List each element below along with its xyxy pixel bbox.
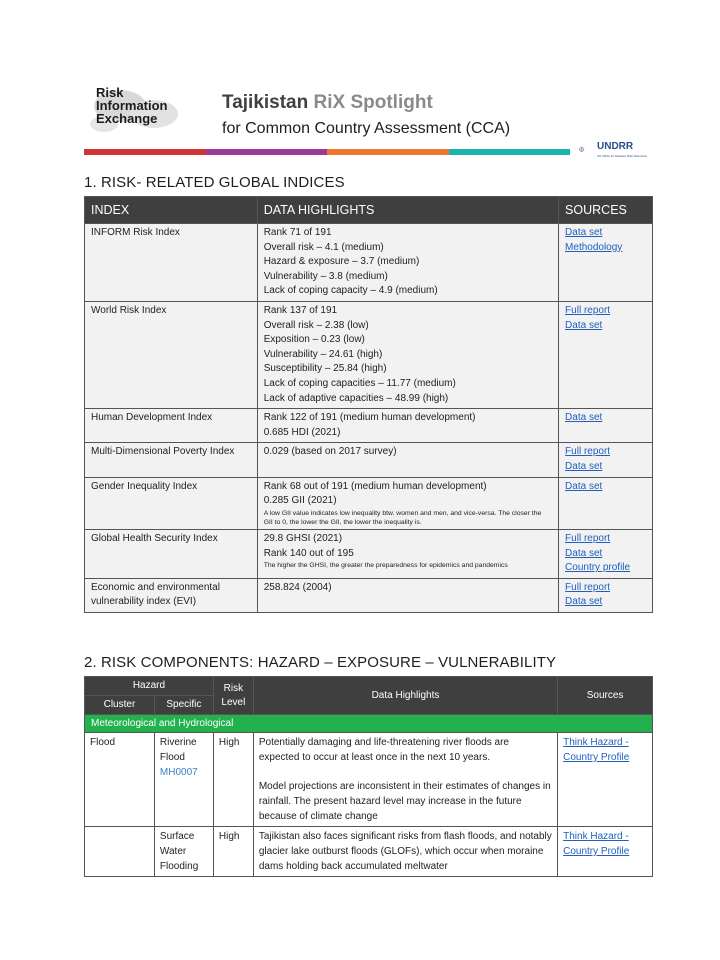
- col-header-data-highlights: Data Highlights: [253, 677, 557, 715]
- highlight-line: Rank 71 of 191: [263, 227, 332, 238]
- col-header-index: INDEX: [85, 197, 258, 224]
- table-row: [85, 530, 653, 579]
- hazard-text: Tajikistan also faces significant risks from flash floods, and notably glacier lake outburst floods (GLOFs), which occur when moraine dams holding back accumulated meltwater: [258, 831, 552, 872]
- table-row: [85, 733, 653, 827]
- sources-cell: [559, 409, 653, 443]
- sources-cell: [559, 301, 653, 408]
- hazard-highlights: [253, 733, 557, 827]
- un-emblem-icon: [579, 139, 597, 161]
- highlight-line: Exposition – 0.23 (low): [263, 334, 365, 346]
- section-2-heading: 2. RISK COMPONENTS: HAZARD – EXPOSURE – VULNERABILITY: [84, 654, 557, 671]
- hazard-specific-cell: [154, 733, 213, 827]
- col-header-hazard: Hazard: [85, 677, 214, 696]
- source-link[interactable]: Data set: [565, 460, 603, 472]
- col-header-sources: SOURCES: [559, 197, 653, 224]
- table-row: [85, 301, 653, 408]
- hazard-specific: Riverine Flood: [159, 737, 197, 763]
- index-note: The higher the GHSI, the greater the preparedness for epidemics and pandemics: [263, 562, 508, 570]
- index-name: Economic and environmental vulnerability index (EVI): [85, 578, 258, 612]
- table-row: [85, 477, 653, 530]
- group-row: [85, 715, 653, 733]
- index-name: Human Development Index: [85, 409, 258, 443]
- color-bar-teal: [449, 149, 571, 155]
- col-header-sources: Sources: [558, 677, 653, 715]
- highlights-cell: [257, 443, 558, 477]
- logo-line-3: Exchange: [96, 111, 158, 126]
- col-header-specific: Specific: [154, 696, 213, 715]
- section-1-heading: 1. RISK- RELATED GLOBAL INDICES: [84, 174, 345, 191]
- highlight-line: Rank 68 out of 191 (medium human development): [263, 480, 487, 492]
- table-row: [85, 578, 653, 612]
- table-row: [85, 224, 653, 302]
- highlight-line: Rank 140 out of 195: [263, 547, 354, 559]
- highlight-line: Overall risk – 4.1 (medium): [263, 241, 384, 253]
- source-link[interactable]: Full report: [565, 446, 611, 458]
- rix-logo: [84, 82, 194, 140]
- highlights-cell: [257, 301, 558, 408]
- source-link[interactable]: Think Hazard - Country Profile: [563, 831, 630, 857]
- source-link[interactable]: Methodology: [565, 241, 623, 253]
- col-header-risk-level: Risk Level: [213, 677, 253, 715]
- color-bar-purple: [206, 149, 328, 155]
- source-link[interactable]: Full report: [565, 533, 611, 545]
- indices-table: [84, 196, 653, 613]
- sources-cell: [558, 827, 653, 877]
- page-title: [222, 92, 433, 114]
- col-header-cluster: Cluster: [85, 696, 155, 715]
- color-bar-orange: [327, 149, 449, 155]
- title-accent: RiX Spotlight: [313, 92, 433, 113]
- hazard-code: MH0007: [159, 767, 198, 778]
- index-name: INFORM Risk Index: [85, 224, 258, 302]
- col-header-highlights: DATA HIGHLIGHTS: [257, 197, 558, 224]
- source-link[interactable]: Data set: [565, 596, 603, 608]
- color-bar-red: [84, 149, 206, 155]
- sources-cell: [559, 530, 653, 579]
- highlight-line: Vulnerability – 3.8 (medium): [263, 270, 388, 282]
- hazard-specific: Surface Water Flooding: [159, 831, 199, 872]
- hazard-text: Model projections are inconsistent in their estimates of changes in rainfall. The present hazard level may increase in the future because of climate change: [258, 781, 551, 822]
- source-link[interactable]: Full report: [565, 581, 611, 593]
- highlight-line: 0.029 (based on 2017 survey): [263, 446, 397, 458]
- partner-logo-text: UNDRR: [597, 141, 634, 152]
- source-link[interactable]: Data set: [565, 319, 603, 331]
- logo-line-2: Information: [96, 98, 168, 113]
- source-link[interactable]: Think Hazard - Country Profile: [563, 737, 630, 763]
- source-link[interactable]: Data set: [565, 412, 603, 424]
- risk-level: High: [213, 827, 253, 877]
- highlight-line: Lack of coping capacity – 4.9 (medium): [263, 285, 438, 297]
- hazard-cluster: [85, 827, 155, 877]
- sources-cell: [559, 578, 653, 612]
- sources-cell: [558, 733, 653, 827]
- highlights-cell: [257, 224, 558, 302]
- sources-cell: [559, 477, 653, 530]
- source-link[interactable]: Full report: [565, 304, 611, 316]
- highlight-line: Hazard & exposure – 3.7 (medium): [263, 256, 420, 268]
- hazard-table: [84, 676, 653, 877]
- highlight-line: Rank 122 of 191 (medium human development): [263, 412, 476, 424]
- highlights-cell: [257, 530, 558, 579]
- group-label: Meteorological and Hydrological: [85, 715, 653, 733]
- sources-cell: [559, 443, 653, 477]
- highlight-line: Susceptibility – 25.84 (high): [263, 363, 387, 375]
- highlight-line: Lack of adaptive capacities – 48.99 (high): [263, 392, 449, 404]
- partner-logo-subtext: UN Office for Disaster Risk Reduction: [597, 154, 648, 158]
- source-link[interactable]: Data set: [565, 547, 603, 559]
- highlight-line: Overall risk – 2.38 (low): [263, 319, 369, 331]
- hazard-highlights: [253, 827, 557, 877]
- source-link[interactable]: Data set: [565, 227, 603, 238]
- highlights-cell: [257, 477, 558, 530]
- indices-table-header: [85, 197, 653, 224]
- source-link[interactable]: Country profile: [565, 562, 631, 574]
- sources-cell: [559, 224, 653, 302]
- table-row: [85, 409, 653, 443]
- highlight-line: 0.685 HDI (2021): [263, 426, 341, 438]
- table-row: [85, 443, 653, 477]
- index-name: Gender Inequality Index: [85, 477, 258, 530]
- highlights-cell: [257, 409, 558, 443]
- index-name: Global Health Security Index: [85, 530, 258, 579]
- highlight-line: Lack of coping capacities – 11.77 (medium): [263, 377, 456, 389]
- hazard-table-header: [85, 677, 653, 696]
- index-note: A low GII value indicates low inequality btw. women and men, and vice-versa. The closer the GII to 0, the lower the GII, the lower the inequality is.: [263, 509, 542, 526]
- logo-line-1: Risk: [96, 85, 124, 100]
- color-bar: [84, 149, 570, 155]
- highlight-line: 0.285 GII (2021): [263, 495, 337, 507]
- highlights-cell: [257, 578, 558, 612]
- hazard-cluster: Flood: [85, 733, 155, 827]
- table-row: [85, 827, 653, 877]
- hazard-specific-cell: [154, 827, 213, 877]
- index-name: Multi-Dimensional Poverty Index: [85, 443, 258, 477]
- highlight-line: 29.8 GHSI (2021): [263, 533, 343, 545]
- highlight-line: 258.824 (2004): [263, 581, 332, 593]
- highlight-line: Rank 137 of 191: [263, 304, 338, 316]
- highlight-line: Vulnerability – 24.61 (high): [263, 348, 383, 360]
- page-subtitle: for Common Country Assessment (CCA): [222, 120, 511, 137]
- title-country: Tajikistan: [222, 92, 314, 113]
- hazard-text: Potentially damaging and life-threatening river floods are expected to occur at least once in the next 10 years.: [258, 737, 509, 763]
- index-name: World Risk Index: [85, 301, 258, 408]
- source-link[interactable]: Data set: [565, 480, 603, 492]
- risk-level: High: [213, 733, 253, 827]
